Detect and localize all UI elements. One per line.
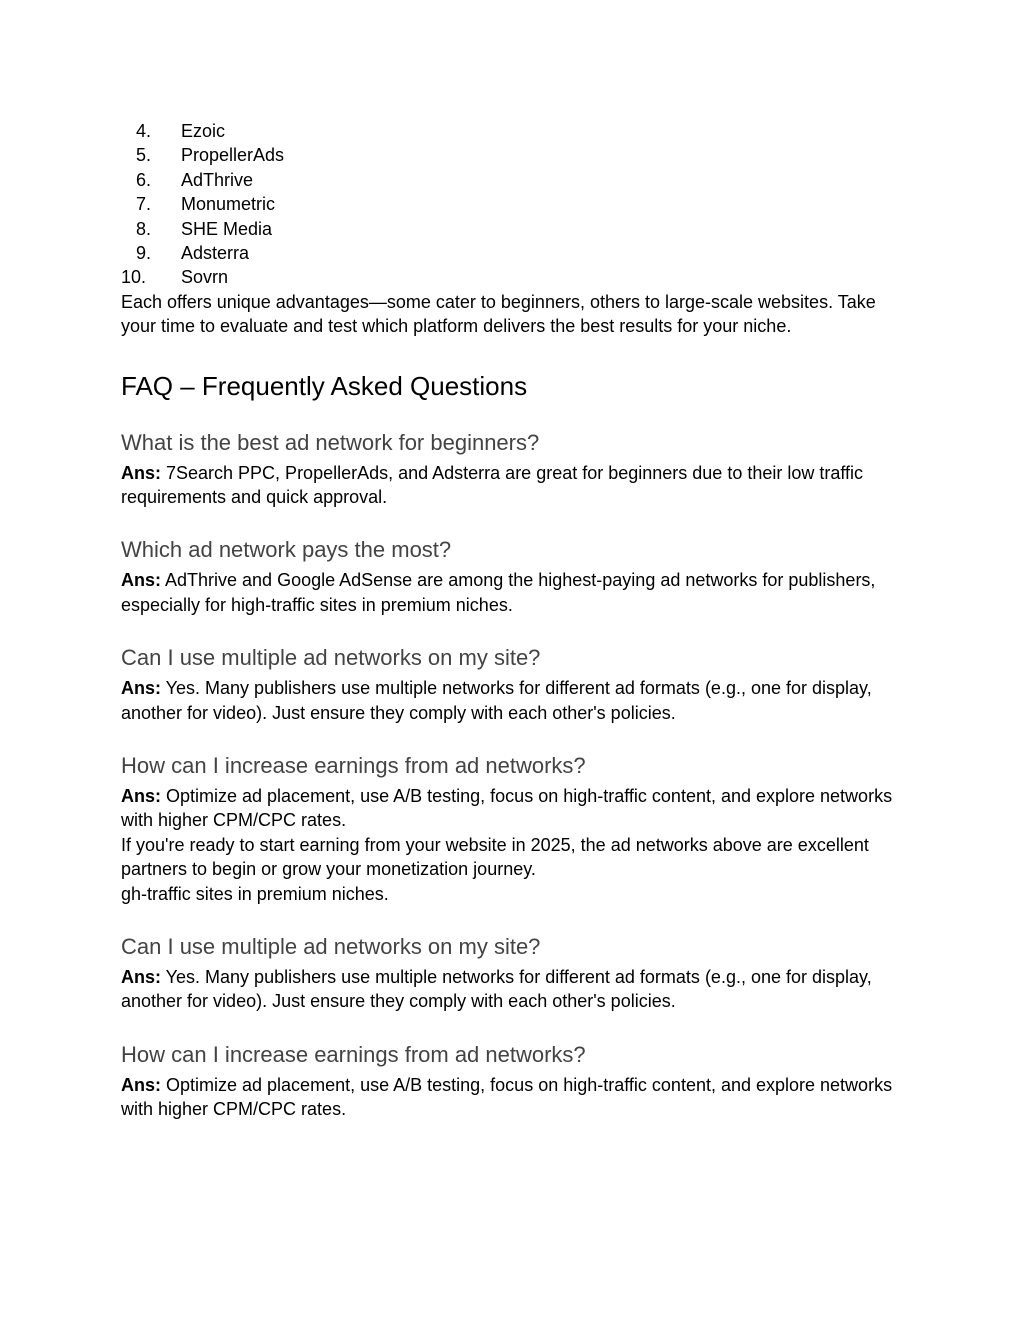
ans-label: Ans:: [121, 678, 161, 699]
list-number: 7.: [135, 194, 151, 215]
faq-answer: [121, 676, 911, 725]
document-page: [121, 119, 911, 1122]
list-item: [121, 168, 911, 192]
list-item: [121, 143, 911, 167]
faq-extra-paragraph: If you're ready to start earning from your website in 2025, the ad networks above are excellent partners to begin or grow your monetization journey.: [121, 834, 869, 880]
list-text: Monumetric: [181, 194, 276, 215]
list-item: [121, 192, 911, 216]
list-number: 5.: [135, 145, 151, 166]
list-number: 8.: [135, 218, 151, 239]
faq-item: [121, 933, 911, 1014]
faq-answer-text: AdThrive and Google AdSense are among the highest-paying ad networks for publishers, especially for high-traffic sites in premium niches.: [121, 570, 876, 615]
faq-item: [121, 536, 911, 617]
list-number: 9.: [135, 242, 151, 263]
faq-heading: FAQ – Frequently Asked Questions: [121, 370, 528, 401]
list-text: Adsterra: [181, 242, 250, 263]
faq-question: Can I use multiple ad networks on my site?: [121, 934, 541, 960]
faq-answer-text: Optimize ad placement, use A/B testing, focus on high-traffic content, and explore networks with higher CPM/CPC rates.: [121, 785, 893, 831]
ad-network-list: [121, 119, 911, 290]
faq-answer-text: Yes. Many publishers use multiple networks for different ad formats (e.g., one for display, another for video). Just ensure they comply with each other's policies.: [121, 967, 872, 1012]
faq-question: How can I increase earnings from ad networks?: [121, 1041, 586, 1067]
faq-answer-text: 7Search PPC, PropellerAds, and Adsterra are great for beginners due to their low traffic requirements and quick approval.: [121, 462, 864, 507]
ans-label: Ans:: [121, 967, 161, 988]
faq-answer: [121, 1073, 911, 1122]
list-number: 6.: [135, 169, 151, 190]
list-text: Ezoic: [181, 121, 226, 141]
ans-label: Ans:: [121, 1074, 161, 1095]
ans-label: Ans:: [121, 570, 161, 591]
faq-question: Can I use multiple ad networks on my site?: [121, 645, 541, 671]
list-text: AdThrive: [181, 169, 254, 190]
list-item: [121, 265, 911, 289]
ans-label: Ans:: [121, 462, 161, 483]
faq-item: [121, 752, 911, 906]
faq-item: [121, 1041, 911, 1122]
faq-answer-text: Optimize ad placement, use A/B testing, focus on high-traffic content, and explore networks with higher CPM/CPC rates.: [121, 1074, 893, 1120]
list-item: [121, 241, 911, 265]
faq-question: What is the best ad network for beginners?: [121, 429, 540, 455]
list-text: Sovrn: [181, 267, 229, 288]
ans-label: Ans:: [121, 785, 161, 806]
faq-extra-paragraph: gh-traffic sites in premium niches.: [121, 883, 389, 904]
faq-answer-text: Yes. Many publishers use multiple networks for different ad formats (e.g., one for display, another for video). Just ensure they comply with each other's policies.: [121, 678, 872, 723]
faq-item: [121, 429, 911, 510]
intro-paragraph: Each offers unique advantages—some cater to beginners, others to large-scale websites. Take your time to evaluate and test which platform delivers the best results for your niche.: [121, 291, 876, 337]
faq-answer: [121, 568, 911, 617]
list-number: 10.: [121, 267, 147, 288]
faq-item: [121, 644, 911, 725]
faq-answer: [121, 461, 911, 510]
list-text: SHE Media: [181, 218, 273, 239]
faq-answer: [121, 784, 911, 833]
list-text: PropellerAds: [181, 145, 285, 166]
list-number: 4.: [135, 121, 151, 141]
list-item: [121, 119, 911, 143]
faq-question: How can I increase earnings from ad networks?: [121, 752, 586, 778]
faq-answer: [121, 965, 911, 1014]
faq-question: Which ad network pays the most?: [121, 537, 452, 563]
list-item: [121, 217, 911, 241]
